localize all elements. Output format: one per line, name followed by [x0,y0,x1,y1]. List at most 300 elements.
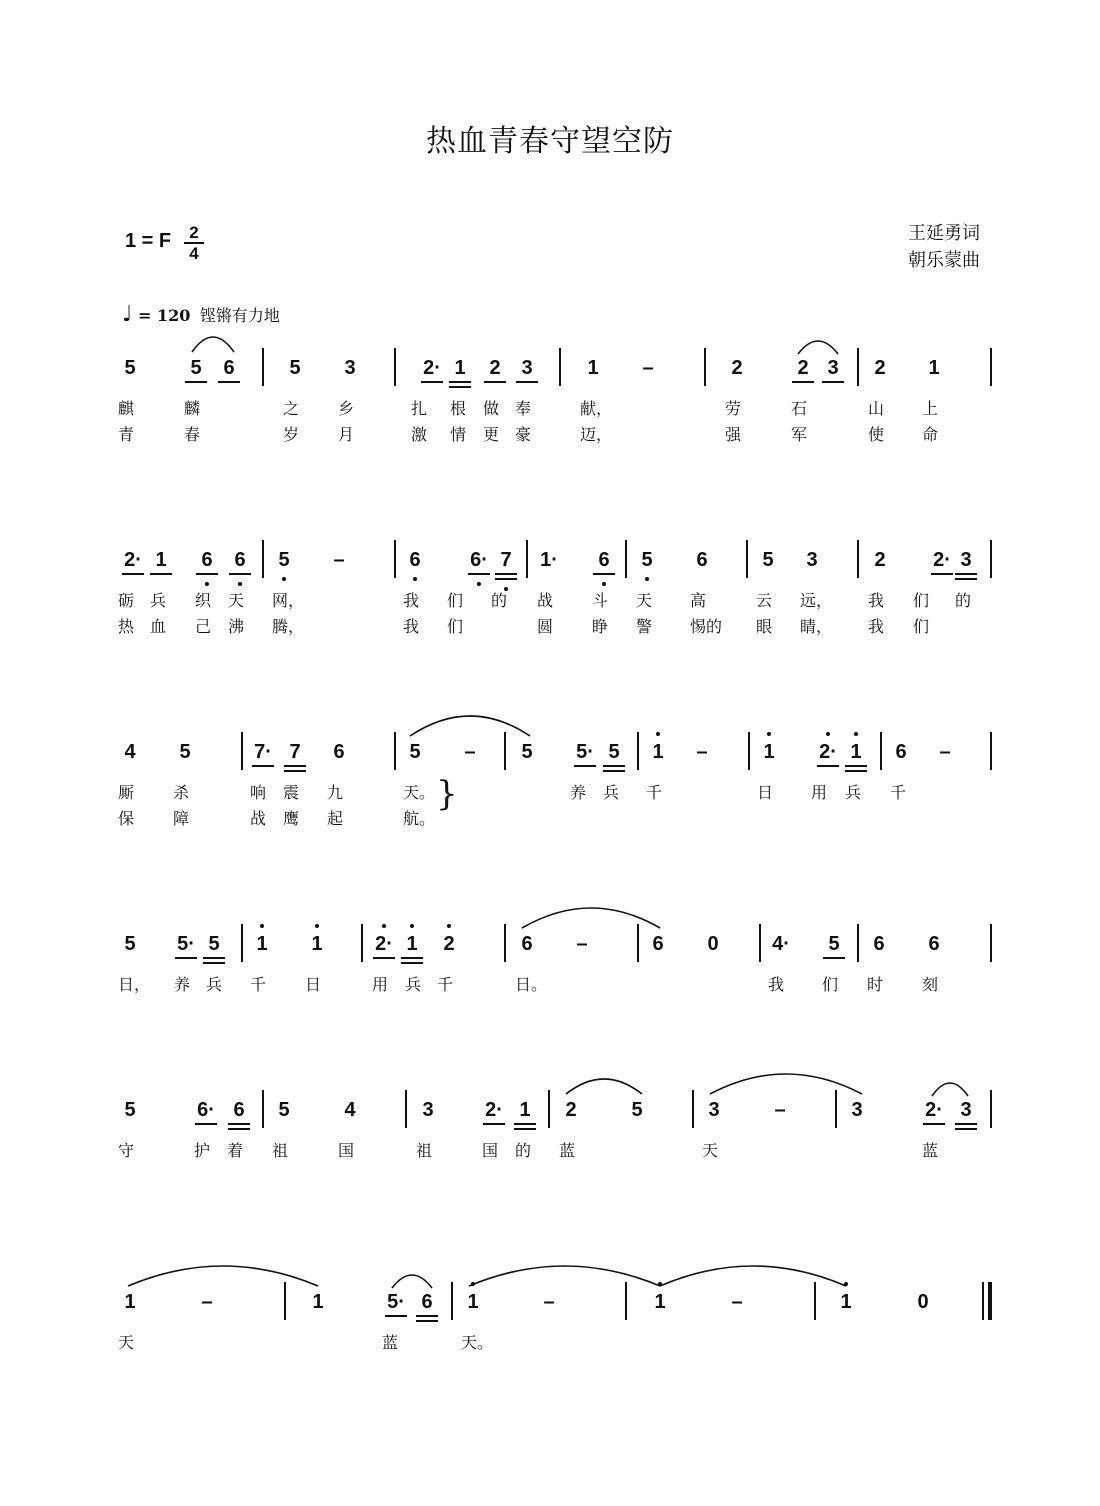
jianpu-note: 1 [840,1291,852,1313]
jianpu-note: 7 [500,549,512,571]
slur-arc [522,908,660,928]
lyric-syllable: 天 [636,591,653,610]
key-signature: 1 = F [125,230,172,252]
beam-underline [195,1123,217,1125]
jianpu-note: – [464,741,476,763]
barline [637,924,639,962]
lyric-syllable: 豪 [515,425,532,444]
jianpu-note: 3 [521,357,533,379]
jianpu-note: – [731,1291,743,1313]
slur-arc [566,1079,642,1094]
beam-underline [495,578,517,580]
jianpu-note: – [543,1291,555,1313]
lyric-syllable: 根 [450,399,467,418]
jianpu-note: 5 [208,933,220,955]
lyric-syllable: 使 [868,425,885,444]
lyric-syllable: 睁 [592,617,609,636]
jianpu-note: 2 [874,357,886,379]
octave-low-dot [205,582,209,586]
jianpu-note: 5 [179,741,191,763]
lyric-syllable: 岁 [283,425,300,444]
beam-underline [203,962,225,964]
jianpu-note: 2 [797,357,809,379]
slur-arc [798,341,838,354]
lyric-syllable: 扎 [411,399,428,418]
final-barline-thick [988,1282,992,1320]
lyric-syllable: 沸 [228,617,245,636]
composer-credit: 朝乐蒙曲 [908,250,980,271]
barline [394,732,396,770]
jianpu-note: 6 [873,933,885,955]
octave-high-dot [471,1282,475,1286]
lyric-syllable: 天 [118,1333,135,1352]
jianpu-note: 5 [278,549,290,571]
meter-numerator: 2 [189,223,199,242]
beam-underline [923,1123,945,1125]
jianpu-note: – [333,549,345,571]
jianpu-note: 0 [707,933,719,955]
beam-underline [822,381,844,383]
barline [504,924,506,962]
beam-underline [514,1123,536,1125]
jianpu-note: 1 [850,741,862,763]
lyric-syllable: 砺 [118,591,135,610]
beam-underline [955,573,977,575]
barline [990,540,992,578]
jianpu-note: 6· [470,549,488,571]
jianpu-note: 3 [827,357,839,379]
lyric-syllable: 障 [173,809,190,828]
slur-arc [128,1266,318,1286]
jianpu-note: – [576,933,588,955]
lyric-syllable: 警 [636,617,653,636]
lyric-syllable: 鹰 [283,809,300,828]
jianpu-note: 1 [652,741,664,763]
jianpu-note: 1 [467,1291,479,1313]
octave-low-dot [413,577,417,581]
beam-underline [150,573,172,575]
barline [814,1282,816,1320]
barline [241,924,243,962]
jianpu-note: 6 [409,549,421,571]
jianpu-note: 1 [312,1291,324,1313]
octave-high-dot [854,732,858,736]
lyric-syllable: 兵 [603,783,620,802]
jianpu-note: 3 [851,1099,863,1121]
beam-underline [373,957,395,959]
octave-low-dot [238,582,242,586]
lyric-syllable: 杀 [173,783,190,802]
jianpu-note: 2· [933,549,951,571]
lyric-syllable: 麟 [184,399,201,418]
slur-arc [932,1083,968,1096]
lyric-syllable: 军 [791,425,808,444]
jianpu-note: 5 [409,741,421,763]
jianpu-note: 5· [387,1291,405,1313]
jianpu-note: 6 [696,549,708,571]
lyric-syllable: 激 [411,425,428,444]
lyric-syllable: 养 [570,783,587,802]
lyric-syllable: 国 [482,1141,499,1160]
barline [394,348,396,386]
beam-underline [401,957,423,959]
barline [361,924,363,962]
lyric-syllable: 青 [118,425,135,444]
lyric-syllable: 用 [372,975,389,994]
jianpu-note: 0 [917,1291,929,1313]
barline [704,348,706,386]
beam-underline [574,765,596,767]
jianpu-note: 5 [828,933,840,955]
octave-high-dot [658,1282,662,1286]
lyric-syllable: 的 [955,591,972,610]
jianpu-note: 1 [454,357,466,379]
lyric-syllable: 起 [327,809,344,828]
lyric-syllable: 厮 [118,783,135,802]
barline [284,1282,286,1320]
barline [625,1282,627,1320]
jianpu-note: 2 [489,357,501,379]
lyric-syllable: 我 [403,617,420,636]
beam-underline [955,578,977,580]
beam-underline [218,381,240,383]
lyric-syllable: 震 [283,783,300,802]
barline [262,1090,264,1128]
beam-underline [421,381,443,383]
jianpu-note: 4· [772,933,790,955]
jianpu-note: 3 [344,357,356,379]
lyric-syllable: 乡 [338,399,355,418]
lyric-syllable: 天。 [403,783,436,802]
lyric-syllable: 们 [447,591,464,610]
lyric-syllable: 兵 [845,783,862,802]
lyric-syllable: 祖 [272,1141,289,1160]
lyric-syllable: 劳 [725,399,742,418]
jianpu-note: 2· [925,1099,943,1121]
lyric-syllable: 我 [768,975,785,994]
lyric-syllable: 兵 [150,591,167,610]
lyric-syllable: 云 [756,591,773,610]
jianpu-note: 3 [708,1099,720,1121]
jianpu-note: – [201,1291,213,1313]
lyric-syllable: 天 [702,1141,719,1160]
beam-underline [845,770,867,772]
beam-underline [175,957,197,959]
lyric-syllable: 腾， [272,617,305,636]
barline [857,348,859,386]
barline [746,540,748,578]
beam-underline [931,573,953,575]
beam-underline [385,1315,407,1317]
lyric-syllable: 保 [118,809,135,828]
slur-arc [710,1074,862,1094]
lyric-syllable: 祖 [416,1141,433,1160]
lyric-syllable: 更 [483,425,500,444]
beam-underline [955,1123,977,1125]
lyric-syllable: 日 [757,783,774,802]
jianpu-note: 1 [155,549,167,571]
beam-underline [603,770,625,772]
lyric-syllable: 响 [250,783,267,802]
octave-high-dot [826,732,830,736]
jianpu-note: 3 [960,1099,972,1121]
beam-underline [449,386,471,388]
slur-arc [410,716,530,736]
lyric-syllable: 时 [867,975,884,994]
jianpu-note: 5 [190,357,202,379]
octave-high-dot [382,924,386,928]
lyric-syllable: 上 [922,399,939,418]
barline [625,540,627,578]
jianpu-note: 6 [598,549,610,571]
barline [394,540,396,578]
lyric-syllable: 蓝 [382,1333,399,1352]
barline [990,348,992,386]
jianpu-note: 2· [423,357,441,379]
jianpu-note: 5 [124,933,136,955]
lyric-syllable: 春 [184,425,201,444]
lyric-syllable: 网， [272,591,305,610]
lyric-syllable: 远， [800,591,833,610]
lyric-syllable: 命 [922,425,939,444]
lyric-syllable: 国 [338,1141,355,1160]
lyric-syllable: 高 [690,591,707,610]
jianpu-note: 6 [333,741,345,763]
lyric-syllable: 迈， [580,425,613,444]
lyric-syllable: 织 [195,591,212,610]
jianpu-note: 5· [177,933,195,955]
jianpu-note: 7· [254,741,272,763]
lyric-syllable: 日。 [515,975,548,994]
beam-underline [603,765,625,767]
lyric-syllable: 的 [491,591,508,610]
lyric-syllable: 斗 [592,591,609,610]
jianpu-note: 1 [763,741,775,763]
barline [504,732,506,770]
jianpu-note: 6 [928,933,940,955]
octave-high-dot [767,732,771,736]
song-title: 热血青春守望空防 [426,124,674,159]
lyric-syllable: 用 [811,783,828,802]
beam-underline [484,381,506,383]
beam-underline [845,765,867,767]
jianpu-note: 5 [278,1099,290,1121]
jianpu-note: 5 [641,549,653,571]
jianpu-note: 6 [652,933,664,955]
jianpu-note: 6 [234,549,246,571]
beam-underline [284,765,306,767]
barline [990,1090,992,1128]
beam-underline [817,765,839,767]
jianpu-note: 1 [519,1099,531,1121]
barline [835,1090,837,1128]
beam-underline [228,1123,250,1125]
slur-arc [469,1266,660,1286]
lyric-syllable: 情 [450,425,467,444]
tempo-bpm: = 120 [137,306,191,325]
lyric-syllable: 石 [791,399,808,418]
jianpu-note: 2· [819,741,837,763]
beam-underline [416,1315,438,1317]
lyric-syllable: 们 [822,975,839,994]
time-signature [184,224,204,262]
barline [559,348,561,386]
octave-low-dot [477,582,481,586]
lyric-syllable: 千 [437,975,454,994]
jianpu-note: 3 [422,1099,434,1121]
jianpu-note: 5 [631,1099,643,1121]
lyric-syllable: 护 [194,1141,211,1160]
lyric-syllable: 献， [580,399,613,418]
barline [990,924,992,962]
jianpu-note: 3 [806,549,818,571]
lyric-syllable: 之 [283,399,300,418]
beam-underline [416,1320,438,1322]
jianpu-note: 5 [521,741,533,763]
jianpu-note: 5 [124,1099,136,1121]
beam-underline [284,770,306,772]
barline [759,924,761,962]
slur-arc [192,337,234,352]
jianpu-note: 6 [521,933,533,955]
verse-brace: } [436,774,458,814]
lyric-syllable: 热 [118,617,135,636]
slur-arc [392,1275,432,1288]
lyric-syllable: 战 [250,809,267,828]
lyric-syllable: 天。 [461,1333,494,1352]
jianpu-note: 4 [124,741,136,763]
beam-underline [516,381,538,383]
jianpu-note: – [696,741,708,763]
barline [548,1090,550,1128]
octave-low-dot [602,582,606,586]
barline [405,1090,407,1128]
lyric-syllable: 蓝 [559,1141,576,1160]
barline [241,732,243,770]
lyric-syllable: 己 [195,617,212,636]
jianpu-note: 2 [565,1099,577,1121]
jianpu-note: 1 [124,1291,136,1313]
beam-underline [401,962,423,964]
lyric-syllable: 日 [305,975,322,994]
beam-underline [449,381,471,383]
lyric-syllable: 惕的 [690,617,723,636]
beam-underline [468,573,490,575]
jianpu-note: 2 [874,549,886,571]
jianpu-note: 6 [421,1291,433,1313]
beam-underline [483,1123,505,1125]
jianpu-note: – [939,741,951,763]
beam-underline [229,573,251,575]
lyric-syllable: 养 [174,975,191,994]
jianpu-note: 2 [731,357,743,379]
lyricist-credit: 王延勇词 [908,223,980,244]
lyric-syllable: 做 [483,399,500,418]
lyric-syllable: 日， [118,975,151,994]
jianpu-note: – [774,1099,786,1121]
beam-underline [514,1128,536,1130]
lyric-syllable: 刻 [922,975,939,994]
lyric-syllable: 强 [725,425,742,444]
beam-underline [122,573,144,575]
lyric-syllable: 圆 [537,617,554,636]
lyric-syllable: 千 [646,783,663,802]
beam-underline [252,765,274,767]
jianpu-note: 6 [201,549,213,571]
lyric-syllable: 我 [403,591,420,610]
octave-high-dot [447,924,451,928]
lyric-syllable: 的 [515,1141,532,1160]
beam-underline [593,573,615,575]
octave-high-dot [656,732,660,736]
meter-denominator: 4 [189,244,199,263]
barline [262,348,264,386]
barline [990,732,992,770]
lyric-syllable: 我 [868,617,885,636]
barline [692,1090,694,1128]
lyric-syllable: 我 [868,591,885,610]
lyric-syllable: 山 [868,399,885,418]
lyric-syllable: 战 [537,591,554,610]
barline [526,540,528,578]
tempo-expression: 铿锵有力地 [199,306,280,325]
beam-underline [955,1128,977,1130]
final-barline-thin [982,1282,984,1320]
lyric-syllable: 兵 [206,975,223,994]
credits [908,220,980,274]
octave-low-dot [282,577,286,581]
lyric-syllable: 九 [327,783,344,802]
lyric-syllable: 麒 [118,399,135,418]
beam-underline [185,381,207,383]
lyric-syllable: 们 [913,591,930,610]
jianpu-note: – [642,357,654,379]
jianpu-note: 2· [375,933,393,955]
barline [857,540,859,578]
beam-underline [823,957,845,959]
jianpu-note: 2 [443,933,455,955]
lyric-syllable: 眼 [756,617,773,636]
octave-high-dot [315,924,319,928]
jianpu-note: 3 [960,549,972,571]
lyric-syllable: 守 [118,1141,135,1160]
jianpu-note: 1· [540,549,558,571]
jianpu-note: 5 [608,741,620,763]
octave-high-dot [844,1282,848,1286]
jianpu-note: 1 [928,357,940,379]
beam-underline [792,381,814,383]
lyric-syllable: 航。 [403,809,436,828]
barline [637,732,639,770]
lyric-syllable: 奉 [515,399,532,418]
jianpu-note: 1 [406,933,418,955]
jianpu-note: 6 [223,357,235,379]
jianpu-note: 1 [311,933,323,955]
octave-high-dot [410,924,414,928]
jianpu-note: 7 [289,741,301,763]
jianpu-note: 1 [654,1291,666,1313]
jianpu-note: 1 [256,933,268,955]
jianpu-note: 5· [576,741,594,763]
barline [262,540,264,578]
quarter-note-icon: ♩ [122,302,133,327]
jianpu-note: 2· [124,549,142,571]
jianpu-note: 5 [289,357,301,379]
lyric-syllable: 千 [890,783,907,802]
lyric-syllable: 睛， [800,617,833,636]
lyric-syllable: 血 [150,617,167,636]
jianpu-note: 1 [587,357,599,379]
